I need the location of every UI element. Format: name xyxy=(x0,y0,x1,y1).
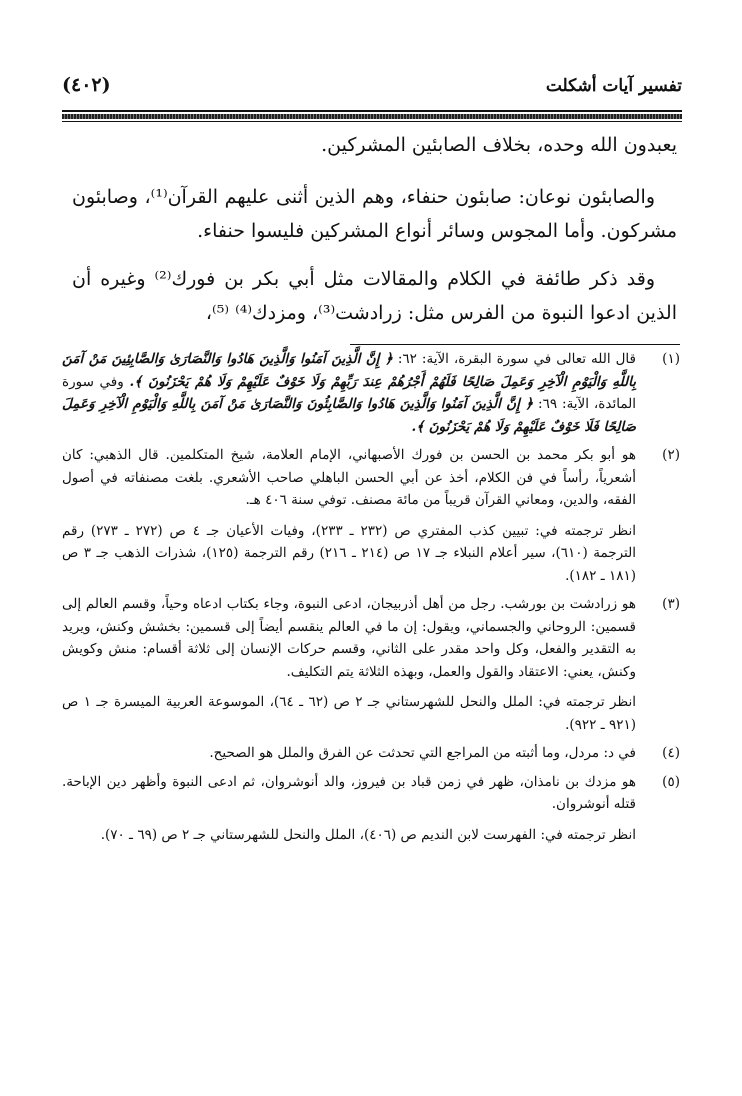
quran-verse-2: ﴿ إِنَّ الَّذِينَ آمَنُوا وَالَّذِينَ هَادُوا وَالصَّابِئُونَ وَالنَّصَارَىٰ مَنْ آمَنَ بِاللَّهِ وَالْيَوْمِ الْآخِرِ وَعَمِلَ صَالِحًا فَلَا خَوْفٌ عَلَيْهِمْ وَلَا هُمْ يَحْزَنُونَ ﴾. xyxy=(62,396,636,435)
body-paragraph-3 xyxy=(72,262,677,330)
footnote-1-body xyxy=(62,348,636,438)
footnote-1-intro-2: وفي سورة المائدة، الآية: ٦٩: xyxy=(62,373,636,412)
footnote-1-intro: قال الله تعالى في سورة البقرة، الآية: ٦٢: xyxy=(397,351,636,367)
header-rule-pattern xyxy=(62,114,682,119)
footnote-2 xyxy=(62,444,682,587)
footnote-number: (٣) xyxy=(662,596,680,612)
footnote-separator xyxy=(350,344,680,345)
footnote-3-text: هو زرادشت بن بورشب. رجل من أهل أذربيجان، ادعى النبوة، وجاء بكتاب ادعاه وحياً، وقسم العالم إلى قسمين: الروحاني والجسماني، ويقول: إن ما في العالم ينقسم أيضاً إلى قسمين: بخشش وكنش، ويريد به التقدير والفعل، وكل واحد مقدر على الثاني، وقسم حركات الإنسان إلى ثلاثة أقسام: منش وكويش وكنش، يعني: الاعتقاد والقول والعمل، وبهذه الثلاثة يتم التكليف. xyxy=(62,596,636,680)
body-paragraph-2-text: والصابئون نوعان: صابئون حنفاء، وهم الذين أثنى عليهم القرآن⁽¹⁾، وصابئون مشركون. وأما المجوس وسائر أنواع المشركين فليسوا حنفاء. xyxy=(72,186,677,242)
header-rule-bottom xyxy=(62,121,682,122)
footnote-number: (٢) xyxy=(662,447,680,463)
body-paragraph-1 xyxy=(72,128,677,162)
footnote-number: (٥) xyxy=(662,773,680,790)
footnote-5 xyxy=(62,771,682,847)
footnote-3 xyxy=(62,593,682,736)
page-number: (٤٠٢) xyxy=(62,74,111,96)
footnotes xyxy=(62,348,682,846)
book-title: تفسير آيات أشكلت xyxy=(545,76,682,96)
body-paragraph-2 xyxy=(72,180,677,248)
footnote-1 xyxy=(62,348,682,438)
footnote-2-text: هو أبو بكر محمد بن الحسن بن فورك الأصبهاني، الإمام العلامة، شيخ المتكلمين. قال الذهبي: كان أشعرياً، رأساً في فن الكلام، أخذ عن أبي الحسن الباهلي صاحب الأشعري. بلغت مصنفاته في أصول الفقه، والدين، ومعاني القرآن قريباً من مائة مصنف. توفي سنة ٤٠٦ هـ. xyxy=(62,447,636,508)
footnote-3-refs: انظر ترجمته في: الملل والنحل للشهرستاني جـ ٢ ص (٦٢ ـ ٦٤)، الموسوعة العربية الميسرة جـ ١ ص (٩٢١ ـ ٩٢٢). xyxy=(62,694,637,733)
footnote-number: (١) xyxy=(662,351,680,367)
quran-verse-1: ﴿ إِنَّ الَّذِينَ آمَنُوا وَالَّذِينَ هَادُوا وَالنَّصَارَىٰ وَالصَّابِئِينَ مَنْ آمَنَ بِاللَّهِ وَالْيَوْمِ الْآخِرِ وَعَمِلَ صَالِحًا فَلَهُمْ أَجْرُهُمْ عِندَ رَبِّهِمْ وَلَا خَوْفٌ عَلَيْهِمْ وَلَا هُمْ يَحْزَنُونَ ﴾. xyxy=(62,351,636,390)
footnote-4 xyxy=(62,742,682,765)
footnote-2-refs: انظر ترجمته في: تبيين كذب المفتري ص (٢٣٢ ـ ٢٣٣)، وفيات الأعيان جـ ٤ ص (٢٧٢ ـ ٢٧٣) رقم الترجمة (٦١٠)، سير أعلام النبلاء جـ ١٧ ص (٢١٤ ـ ٢١٦) رقم الترجمة (١٢٥)، شذرات الذهب جـ ٣ ص (١٨١ ـ ١٨٢). xyxy=(62,522,636,584)
footnote-5-text: هو مزدك بن نامذان، ظهر في زمن قباد بن فيروز، والد أنوشروان، ثم ادعى النبوة وأظهر دين الإباحة. قتله أنوشروان. xyxy=(62,773,636,812)
footnote-5-refs: انظر ترجمته في: الفهرست لابن النديم ص (٤٠٦)، الملل والنحل للشهرستاني جـ ٢ ص (٦٩ ـ ٧٠). xyxy=(100,826,636,843)
footnote-4-text: في د: مردل، وما أثبته من المراجع التي تحدثت عن الفرق والملل هو الصحيح. xyxy=(209,745,636,761)
body-paragraph-3-text: وقد ذكر طائفة في الكلام والمقالات مثل أبي بكر بن فورك⁽²⁾ وغيره أن الذين ادعوا النبوة من الفرس مثل: زرادشت⁽³⁾، ومزدك⁽⁴⁾ ⁽⁵⁾، xyxy=(72,268,677,324)
page-header xyxy=(62,70,682,114)
body-paragraph-1-text: يعبدون الله وحده، بخلاف الصابئين المشركين. xyxy=(321,134,677,156)
header-rule-top xyxy=(62,110,682,112)
footnote-number: (٤) xyxy=(662,745,680,761)
